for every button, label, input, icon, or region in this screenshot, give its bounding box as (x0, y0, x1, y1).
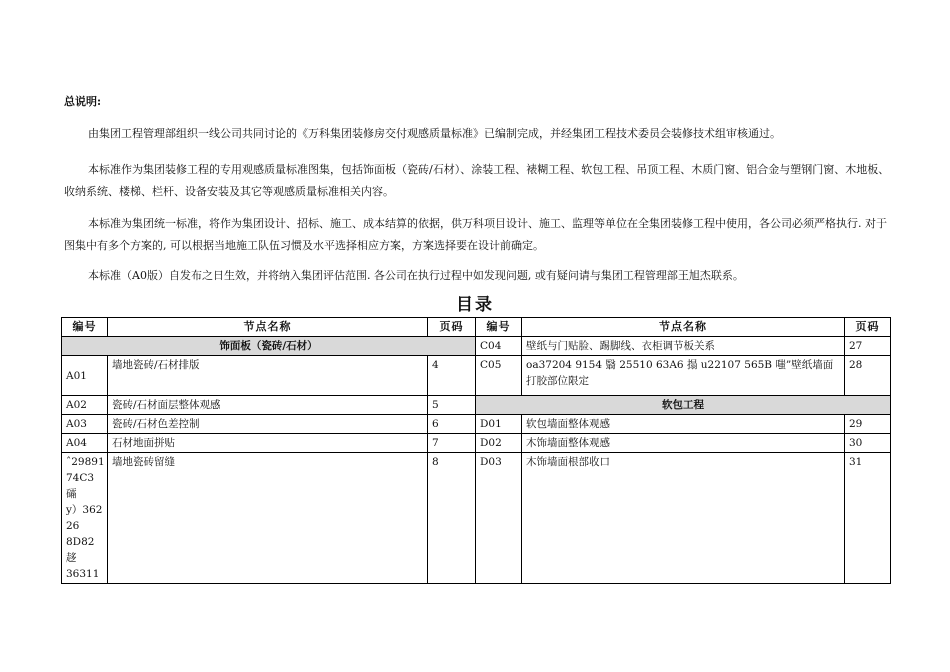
row-code: A03 (62, 415, 108, 434)
col-header-code-left: 编号 (62, 318, 108, 337)
row-name: 墙地瓷砖/石材排版 (108, 356, 428, 396)
code-line: 74C3 (66, 472, 95, 484)
row-name: 木饰墙面整体观感 (522, 434, 845, 453)
row-code: A01 (62, 356, 108, 396)
table-row (62, 453, 891, 584)
code-line: 趍 (66, 552, 77, 564)
row-page: 4 (428, 356, 476, 396)
row-page: 5 (428, 396, 476, 415)
table-row (62, 356, 891, 396)
col-header-name-right: 节点名称 (522, 318, 845, 337)
row-page: 6 (428, 415, 476, 434)
col-header-name-left: 节点名称 (108, 318, 428, 337)
table-row (62, 434, 891, 453)
table-row (62, 396, 891, 415)
row-page: 30 (845, 434, 891, 453)
row-name: 瓷砖/石材色差控制 (108, 415, 428, 434)
row-code: C04 (476, 337, 522, 356)
row-name: oa37204 9154 翳 25510 63A6 搨 u22107 565B 嗤”壁纸墙面打胶部位限定 (522, 356, 845, 396)
row-page: 27 (845, 337, 891, 356)
row-page: 31 (845, 453, 891, 584)
col-header-page-left: 页码 (428, 318, 476, 337)
toc-title: 目录 (456, 295, 494, 315)
row-page: 29 (845, 415, 891, 434)
code-line: y）362 (66, 504, 103, 516)
col-header-code-right: 编号 (476, 318, 522, 337)
row-code: C05 (476, 356, 522, 396)
row-code: A04 (62, 434, 108, 453)
code-line: ˆ29891 (66, 456, 105, 468)
row-name: 石材地面拼贴 (108, 434, 428, 453)
section-header-facing-panels: 饰面板（瓷砖/石材） (62, 337, 476, 356)
row-code: D03 (476, 453, 522, 584)
row-name: 壁纸与门贴脸、踢脚线、衣柜调节板关系 (522, 337, 845, 356)
section-header-soft-upholstery: 软包工程 (476, 396, 891, 415)
table-row (62, 337, 891, 356)
intro-paragraph-1: 由集团工程管理部组织一线公司共同讨论的《万科集团装修房交付观感质量标准》已编制完成，并经集团工程技术委员会装修技术组审核通过。 (88, 127, 781, 140)
row-code: D01 (476, 415, 522, 434)
row-name: 墙地瓷砖留缝 (108, 453, 428, 584)
toc-table (61, 317, 891, 584)
intro-paragraph-3: 本标准为集团统一标准，将作为集团设计、招标、施工、成本结算的依据，供万科项目设计、施工、监理等单位在全集团装修工程中使用，各公司必须严格执行. 对于图集中有多个方案的, 可以根据当地施工队伍习惯及水平选择相应方案，方案选择要在设计前确定。 (64, 217, 887, 252)
row-name: 瓷砖/石材面层整体观感 (108, 396, 428, 415)
toc-header-row (62, 318, 891, 337)
row-code: A02 (62, 396, 108, 415)
col-header-page-right: 页码 (845, 318, 891, 337)
row-page: 8 (428, 453, 476, 584)
table-row (62, 415, 891, 434)
general-notes-heading: 总说明: (64, 95, 102, 108)
code-line: 礵 (66, 488, 77, 500)
row-code-stacked (62, 453, 108, 584)
row-name: 木饰墙面根部收口 (522, 453, 845, 584)
code-line: 26 (66, 520, 80, 532)
row-name: 软包墙面整体观感 (522, 415, 845, 434)
code-line: 8D82 (66, 536, 95, 548)
row-code: D02 (476, 434, 522, 453)
intro-paragraph-4: 本标准（A0版）自发布之日生效，并将纳入集团评估范围. 各公司在执行过程中如发现问题, 或有疑问请与集团工程管理部王旭杰联系。 (88, 269, 744, 282)
row-page: 28 (845, 356, 891, 396)
intro-paragraph-2: 本标准作为集团装修工程的专用观感质量标准图集，包括饰面板（瓷砖/石材）、涂装工程、裱糊工程、软包工程、吊顶工程、木质门窗、铝合金与塑钢门窗、木地板、收纳系统、楼梯、栏杆、设备安装及其它等观感质量标准相关内容。 (64, 163, 890, 198)
code-line: 36311 (66, 568, 100, 580)
row-page: 7 (428, 434, 476, 453)
